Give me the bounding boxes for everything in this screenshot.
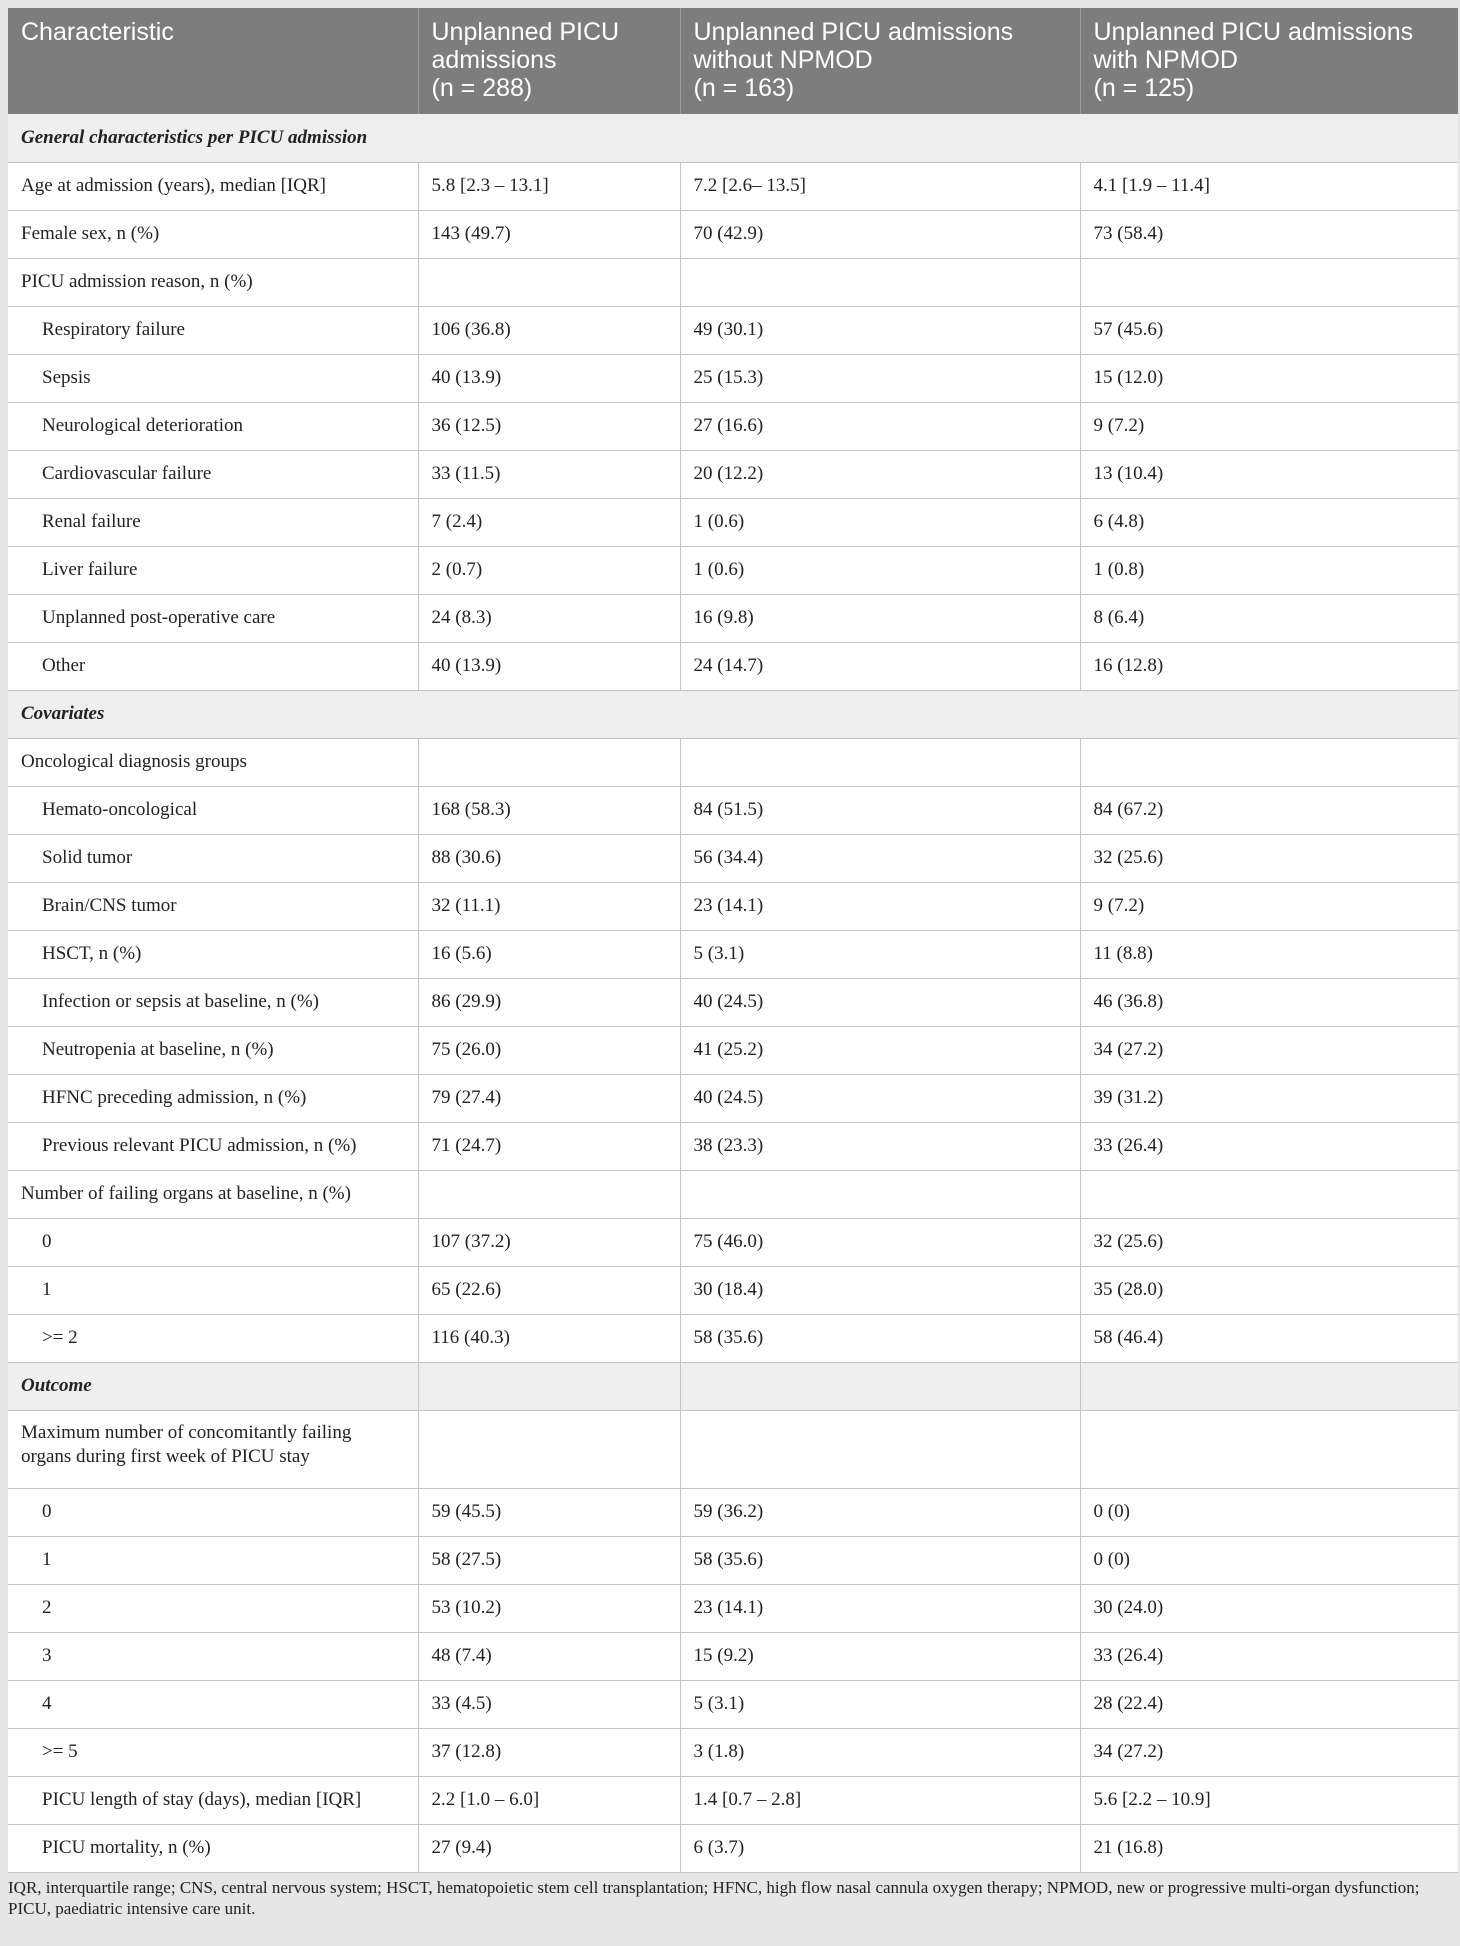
value-all-admissions: 33 (11.5) [418,450,680,498]
section-header-row [8,690,1458,738]
table-body [8,114,1458,1872]
value-without-npmod: 16 (9.8) [680,594,1080,642]
table-row [8,258,1458,306]
header-line: with NPMOD [1093,46,1238,74]
value-with-npmod: 6 (4.8) [1080,498,1458,546]
table-row [8,1488,1458,1536]
value-all-admissions: 2.2 [1.0 – 6.0] [418,1776,680,1824]
value-with-npmod: 11 (8.8) [1080,930,1458,978]
value-all-admissions: 116 (40.3) [418,1314,680,1362]
table-row [8,882,1458,930]
table-row [8,1824,1458,1872]
row-label: Previous relevant PICU admission, n (%) [8,1122,418,1170]
value-with-npmod: 39 (31.2) [1080,1074,1458,1122]
row-label: Neurological deterioration [8,402,418,450]
value-all-admissions: 59 (45.5) [418,1488,680,1536]
value-with-npmod [1080,258,1458,306]
value-without-npmod [680,258,1080,306]
row-label: 4 [8,1680,418,1728]
value-all-admissions: 27 (9.4) [418,1824,680,1872]
header-line: Unplanned PICU admissions [1093,18,1414,46]
table-row [8,1170,1458,1218]
value-all-admissions: 40 (13.9) [418,354,680,402]
section-empty-cell [680,1362,1080,1410]
value-without-npmod: 1 (0.6) [680,546,1080,594]
value-with-npmod: 73 (58.4) [1080,210,1458,258]
value-with-npmod: 35 (28.0) [1080,1266,1458,1314]
header-all-admissions [418,8,680,114]
row-label: Neutropenia at baseline, n (%) [8,1026,418,1074]
value-all-admissions: 75 (26.0) [418,1026,680,1074]
value-without-npmod: 20 (12.2) [680,450,1080,498]
section-header-row [8,1362,1458,1410]
table-row [8,786,1458,834]
value-without-npmod: 30 (18.4) [680,1266,1080,1314]
row-label: HSCT, n (%) [8,930,418,978]
row-label: PICU admission reason, n (%) [8,258,418,306]
table-row [8,1410,1458,1488]
value-all-admissions: 65 (22.6) [418,1266,680,1314]
table-row [8,1632,1458,1680]
value-with-npmod: 0 (0) [1080,1488,1458,1536]
value-without-npmod: 27 (16.6) [680,402,1080,450]
value-without-npmod: 5 (3.1) [680,1680,1080,1728]
table-row [8,1314,1458,1362]
table-row [8,834,1458,882]
table-row [8,546,1458,594]
value-without-npmod: 5 (3.1) [680,930,1080,978]
header-line: (n = 125) [1093,74,1195,102]
section-label: Covariates [8,690,1458,738]
value-with-npmod: 16 (12.8) [1080,642,1458,690]
table-row [8,594,1458,642]
row-label: Number of failing organs at baseline, n (%) [8,1170,418,1218]
row-label: PICU length of stay (days), median [IQR] [8,1776,418,1824]
value-without-npmod: 40 (24.5) [680,978,1080,1026]
value-with-npmod: 4.1 [1.9 – 11.4] [1080,162,1458,210]
section-label: General characteristics per PICU admission [8,114,1458,162]
value-all-admissions: 24 (8.3) [418,594,680,642]
header-line: Unplanned PICU admissions [693,18,1014,46]
value-all-admissions: 36 (12.5) [418,402,680,450]
value-without-npmod: 25 (15.3) [680,354,1080,402]
value-with-npmod: 32 (25.6) [1080,1218,1458,1266]
value-without-npmod: 84 (51.5) [680,786,1080,834]
section-header-row [8,114,1458,162]
section-label: Outcome [8,1362,418,1410]
row-label: Female sex, n (%) [8,210,418,258]
table-row [8,1266,1458,1314]
value-without-npmod: 49 (30.1) [680,306,1080,354]
value-with-npmod: 33 (26.4) [1080,1632,1458,1680]
table-row [8,354,1458,402]
table-row [8,306,1458,354]
value-all-admissions: 32 (11.1) [418,882,680,930]
header-line: (n = 163) [693,74,795,102]
value-all-admissions: 37 (12.8) [418,1728,680,1776]
value-with-npmod: 57 (45.6) [1080,306,1458,354]
row-label: Maximum number of concomitantly failing organs during first week of PICU stay [8,1410,418,1488]
row-label: 2 [8,1584,418,1632]
value-all-admissions: 16 (5.6) [418,930,680,978]
value-all-admissions: 53 (10.2) [418,1584,680,1632]
value-all-admissions: 2 (0.7) [418,546,680,594]
characteristics-table [8,8,1458,1873]
section-empty-cell [418,1362,680,1410]
table-row [8,1584,1458,1632]
value-with-npmod [1080,1410,1458,1488]
header-characteristic: Characteristic [8,8,418,114]
row-label: Age at admission (years), median [IQR] [8,162,418,210]
table-row [8,1728,1458,1776]
value-with-npmod: 33 (26.4) [1080,1122,1458,1170]
value-all-admissions [418,258,680,306]
value-all-admissions [418,738,680,786]
value-all-admissions: 48 (7.4) [418,1632,680,1680]
table-row [8,450,1458,498]
value-all-admissions: 58 (27.5) [418,1536,680,1584]
value-with-npmod: 58 (46.4) [1080,1314,1458,1362]
value-without-npmod: 58 (35.6) [680,1314,1080,1362]
value-without-npmod: 75 (46.0) [680,1218,1080,1266]
row-label: >= 2 [8,1314,418,1362]
value-with-npmod: 32 (25.6) [1080,834,1458,882]
value-with-npmod [1080,738,1458,786]
value-without-npmod: 56 (34.4) [680,834,1080,882]
value-without-npmod: 40 (24.5) [680,1074,1080,1122]
value-with-npmod [1080,1170,1458,1218]
value-all-admissions [418,1410,680,1488]
row-label: 3 [8,1632,418,1680]
table-row [8,210,1458,258]
row-label: >= 5 [8,1728,418,1776]
value-without-npmod: 59 (36.2) [680,1488,1080,1536]
row-label: Oncological diagnosis groups [8,738,418,786]
value-all-admissions: 88 (30.6) [418,834,680,882]
value-with-npmod: 8 (6.4) [1080,594,1458,642]
table-container [8,8,1458,1919]
value-with-npmod: 9 (7.2) [1080,882,1458,930]
value-all-admissions: 86 (29.9) [418,978,680,1026]
row-label: 1 [8,1266,418,1314]
value-without-npmod: 70 (42.9) [680,210,1080,258]
value-all-admissions: 143 (49.7) [418,210,680,258]
value-all-admissions: 168 (58.3) [418,786,680,834]
value-with-npmod: 84 (67.2) [1080,786,1458,834]
value-without-npmod: 6 (3.7) [680,1824,1080,1872]
value-all-admissions: 7 (2.4) [418,498,680,546]
value-all-admissions: 33 (4.5) [418,1680,680,1728]
row-label: Sepsis [8,354,418,402]
header-with-npmod [1080,8,1458,114]
table-row [8,642,1458,690]
value-all-admissions: 40 (13.9) [418,642,680,690]
value-with-npmod: 15 (12.0) [1080,354,1458,402]
value-with-npmod: 46 (36.8) [1080,978,1458,1026]
table-row [8,978,1458,1026]
value-with-npmod: 34 (27.2) [1080,1026,1458,1074]
value-without-npmod: 58 (35.6) [680,1536,1080,1584]
value-with-npmod: 0 (0) [1080,1536,1458,1584]
value-without-npmod: 23 (14.1) [680,1584,1080,1632]
table-footnote: IQR, interquartile range; CNS, central nervous system; HSCT, hematopoietic stem cell transplantation; HFNC, high flow nasal cannula oxygen therapy; NPMOD, new or progressive multi-organ dysfunction; PICU, paediatric intensive care unit. [8,1877,1420,1918]
table-row [8,1122,1458,1170]
row-label: Brain/CNS tumor [8,882,418,930]
value-without-npmod: 7.2 [2.6– 13.5] [680,162,1080,210]
row-label: 1 [8,1536,418,1584]
value-with-npmod: 9 (7.2) [1080,402,1458,450]
row-label: Liver failure [8,546,418,594]
value-without-npmod [680,1170,1080,1218]
value-without-npmod [680,738,1080,786]
row-label: Respiratory failure [8,306,418,354]
row-label: 0 [8,1488,418,1536]
section-empty-cell [1080,1362,1458,1410]
row-label: Solid tumor [8,834,418,882]
value-all-admissions: 71 (24.7) [418,1122,680,1170]
row-label: HFNC preceding admission, n (%) [8,1074,418,1122]
value-with-npmod: 5.6 [2.2 – 10.9] [1080,1776,1458,1824]
value-all-admissions [418,1170,680,1218]
table-row [8,498,1458,546]
header-without-npmod [680,8,1080,114]
value-with-npmod: 21 (16.8) [1080,1824,1458,1872]
row-label: 0 [8,1218,418,1266]
value-with-npmod: 28 (22.4) [1080,1680,1458,1728]
row-label: Hemato-oncological [8,786,418,834]
value-with-npmod: 34 (27.2) [1080,1728,1458,1776]
value-without-npmod: 38 (23.3) [680,1122,1080,1170]
value-all-admissions: 106 (36.8) [418,306,680,354]
value-with-npmod: 30 (24.0) [1080,1584,1458,1632]
row-label: Infection or sepsis at baseline, n (%) [8,978,418,1026]
value-without-npmod: 15 (9.2) [680,1632,1080,1680]
row-label: PICU mortality, n (%) [8,1824,418,1872]
value-all-admissions: 107 (37.2) [418,1218,680,1266]
row-label: Unplanned post-operative care [8,594,418,642]
header-line: Unplanned PICU [431,18,620,46]
header-line: without NPMOD [693,46,873,74]
row-label: Other [8,642,418,690]
value-without-npmod: 1 (0.6) [680,498,1080,546]
table-row [8,1026,1458,1074]
value-without-npmod: 3 (1.8) [680,1728,1080,1776]
value-all-admissions: 5.8 [2.3 – 13.1] [418,162,680,210]
table-row [8,1680,1458,1728]
value-without-npmod: 1.4 [0.7 – 2.8] [680,1776,1080,1824]
table-row [8,1074,1458,1122]
table-row [8,162,1458,210]
table-row [8,738,1458,786]
row-label: Renal failure [8,498,418,546]
value-with-npmod: 1 (0.8) [1080,546,1458,594]
value-without-npmod [680,1410,1080,1488]
value-without-npmod: 24 (14.7) [680,642,1080,690]
header-row [8,8,1458,114]
value-all-admissions: 79 (27.4) [418,1074,680,1122]
table-row [8,402,1458,450]
table-row [8,1776,1458,1824]
table-row [8,1536,1458,1584]
value-without-npmod: 41 (25.2) [680,1026,1080,1074]
header-line: (n = 288) [431,74,533,102]
value-with-npmod: 13 (10.4) [1080,450,1458,498]
table-row [8,930,1458,978]
row-label: Cardiovascular failure [8,450,418,498]
value-without-npmod: 23 (14.1) [680,882,1080,930]
table-row [8,1218,1458,1266]
header-line: admissions [431,46,557,74]
